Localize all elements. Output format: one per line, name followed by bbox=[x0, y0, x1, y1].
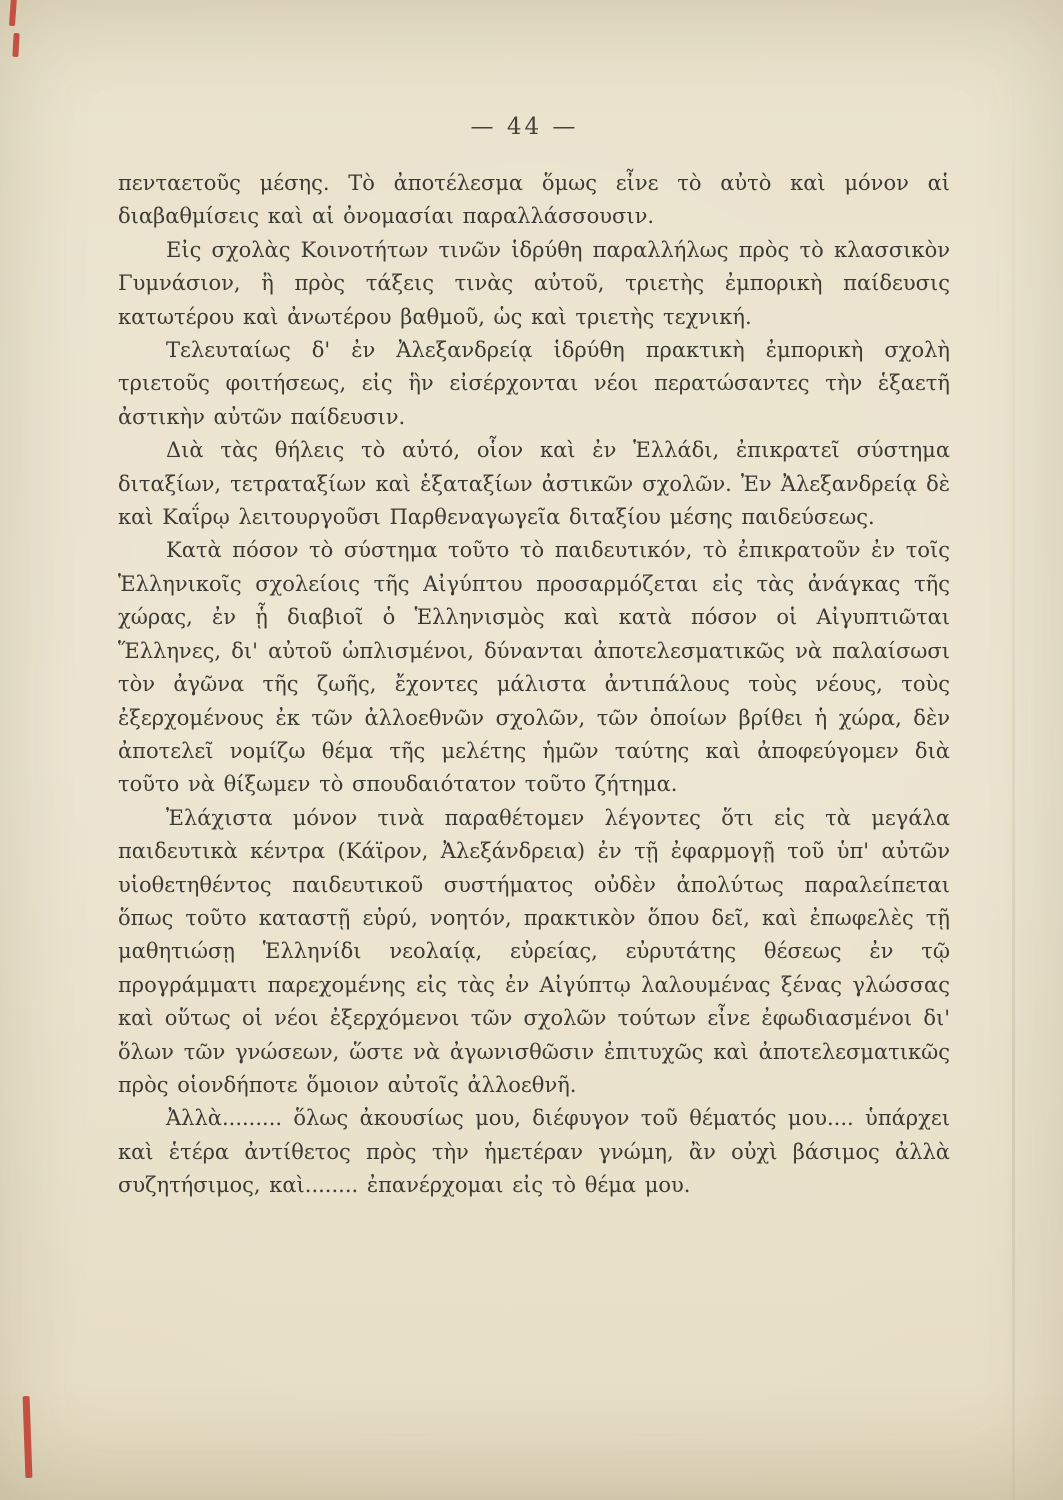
paragraph: Ἐλάχιστα μόνον τινὰ παραθέτομεν λέγοντες ὅτι εἰς τὰ μεγάλα παιδευτικὰ κέντρα (Κάϊρον, Ἀλεξάνδρεια) ἐν τῇ ἐφαρμογῇ τοῦ ὑπ' αὐτῶν υἱοθετηθέντος παιδευτικοῦ συστήματος οὐδὲν ἀπολύτως παραλείπεται ὅπως τοῦτο καταστῇ εὐρύ, νοητόν, πρακτικὸν ὅπου δεῖ, καὶ ἐπωφελὲς τῇ μαθητιώσῃ Ἑλληνίδι νεολαίᾳ, εὐρείας, εὐρυτάτης θέσεως ἐν τῷ προγράμματι παρεχομένης εἰς τὰς ἐν Αἰγύπτῳ λαλουμένας ξένας γλώσσας καὶ οὕτως οἱ νέοι ἐξερχόμενοι τῶν σχολῶν τούτων εἶνε ἐφωδιασμένοι δι' ὅλων τῶν γνώσεων, ὥστε νὰ ἀγωνισθῶσιν ἐπιτυχῶς καὶ ἀποτελεσματικῶς πρὸς οἱονδήποτε ὅμοιον αὐτοῖς ἀλλοεθνῆ. bbox=[118, 805, 950, 1097]
page-number: — 44 — bbox=[470, 114, 579, 140]
paragraph: Τελευταίως δ' ἐν Ἀλεξανδρείᾳ ἱδρύθη πρακτικὴ ἐμπορικὴ σχολὴ τριετοῦς φοιτήσεως, εἰς ἣν εἰσέρχονται νέοι περατώσαντες τὴν ἑξαετῆ ἀστικὴν αὐτῶν παίδευσιν. bbox=[118, 338, 950, 429]
paragraph: Εἰς σχολὰς Κοινοτήτων τινῶν ἱδρύθη παραλλήλως πρὸς τὸ κλασσικὸν Γυμνάσιον, ἢ πρὸς τάξεις τινὰς αὐτοῦ, τριετὴς ἐμπορικὴ παίδευσις κατωτέρου καὶ ἀνωτέρου βαθμοῦ, ὡς καὶ τριετὴς τεχνική. bbox=[118, 237, 950, 329]
paragraph: Διὰ τὰς θήλεις τὸ αὐτό, οἷον καὶ ἐν Ἑλλάδι, ἐπικρατεῖ σύστημα διταξίων, τετραταξίων καὶ ἑξαταξίων ἀστικῶν σχολῶν. Ἐν Ἀλεξανδρείᾳ δὲ καὶ Καΐρῳ λειτουργοῦσι Παρθεναγωγεῖα διταξίου μέσης παιδεύσεως. bbox=[118, 438, 950, 530]
paragraph: Ἀλλὰ......... ὅλως ἀκουσίως μου, διέφυγον τοῦ θέματός μου.... ὑπάρχει καὶ ἑτέρα ἀντίθετος πρὸς τὴν ἡμετέραν γνώμη, ἂν οὐχὶ βάσιμος ἀλλὰ συζητήσιμος, καὶ........ ἐπανέρχομαι εἰς τὸ θέμα μου. bbox=[118, 1106, 950, 1198]
scan-edge-shadow bbox=[1012, 0, 1015, 1500]
paragraph: Κατὰ πόσον τὸ σύστημα τοῦτο τὸ παιδευτικόν, τὸ ἐπικρατοῦν ἐν τοῖς Ἑλληνικοῖς σχολείοις τῆς Αἰγύπτου προσαρμόζεται εἰς τὰς ἀνάγκας τῆς χώρας, ἐν ᾗ διαβιοῖ ὁ Ἑλληνισμὸς καὶ κατὰ πόσον οἱ Αἰγυπτιῶται Ἕλληνες, δι' αὐτοῦ ὡπλισμένοι, δύνανται ἀποτελεσματικῶς νὰ παλαίσωσι τὸν ἀγῶνα τῆς ζωῆς, ἔχοντες μάλιστα ἀντιπάλους τοὺς νέους, τοὺς ἐξερχομένους ἐκ τῶν ἀλλοεθνῶν σχολῶν, τῶν ὁποίων βρίθει ἡ χώρα, δὲν ἀποτελεῖ νομίζω θέμα τῆς μελέτης ἡμῶν ταύτης καὶ ἀποφεύγομεν διὰ τοῦτο νὰ θίξωμεν τὸ σπουδαιότατον τοῦτο ζήτημα. bbox=[118, 538, 950, 797]
red-edge-mark-top-1 bbox=[9, 0, 17, 26]
red-edge-mark-top-2 bbox=[12, 33, 19, 57]
paragraph-continuation: πενταετοῦς μέσης. Τὸ ἀποτέλεσμα ὅμως εἶνε τὸ αὐτὸ καὶ μόνον αἱ διαβαθμίσεις καὶ αἱ ὀνομασίαι παραλλάσσουσιν. bbox=[118, 171, 950, 229]
red-edge-mark-bottom bbox=[23, 1396, 33, 1478]
body-text-block bbox=[118, 167, 950, 1203]
